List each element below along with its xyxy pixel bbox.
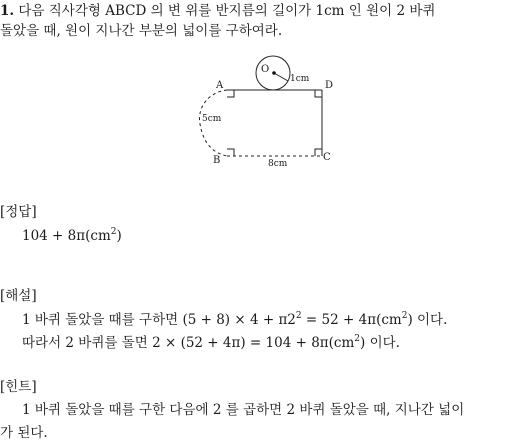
corner-mark-d — [315, 90, 322, 97]
explanation-line-1-mid: = 52 + 4π(cm — [301, 312, 402, 328]
explanation-line-1-base: 1 바퀴 돌았을 때를 구하면 (5 + 8) × 4 + π2 — [22, 312, 296, 328]
explanation-line-2-tail: ) 이다. — [360, 335, 400, 351]
answer-value-base: 104 + 8π(cm — [22, 228, 111, 244]
label-o: O — [261, 64, 270, 75]
problem-text-1: 다음 직사각형 ABCD 의 변 위를 반지름의 길이가 1cm 인 원이 2 바퀴 — [18, 3, 436, 19]
label-c: C — [323, 152, 331, 163]
hint-line-2: 가 된다. — [0, 425, 48, 441]
corner-mark-c — [315, 149, 322, 156]
explanation-line-2-base: 따라서 2 바퀴를 돌면 2 × (52 + 4π) = 104 + 8π(cm — [22, 335, 355, 351]
hint-line-1: 1 바퀴 돌았을 때를 구한 다음에 2 를 곱하면 2 바퀴 돌았을 때, 지나간 넓이 — [22, 402, 465, 418]
label-5cm: 5cm — [202, 114, 222, 124]
answer-header: [정답] — [0, 204, 37, 220]
label-b: B — [213, 155, 221, 166]
answer-value — [22, 227, 122, 245]
answer-value-tail: ) — [116, 228, 122, 244]
label-8cm: 8cm — [268, 159, 288, 169]
label-radius: 1cm — [290, 74, 310, 84]
hint-header: [힌트] — [0, 379, 37, 395]
problem-number: 1. — [0, 3, 15, 19]
explanation-line-1-tail: ) 이다. — [407, 312, 448, 328]
explanation-header: [해설] — [0, 288, 37, 304]
explanation-line-1-exp1: 2 — [295, 311, 302, 321]
explanation-line-2-exp: 2 — [354, 334, 361, 344]
problem-text-2: 돌았을 때, 원이 지나간 부분의 넓이를 구하여라. — [0, 23, 283, 39]
explanation-line-2 — [22, 334, 400, 352]
radius-line — [274, 73, 288, 81]
answer-value-exp: 2 — [110, 227, 117, 237]
label-d: D — [325, 80, 334, 91]
explanation-line-1-exp2: 2 — [401, 311, 408, 321]
explanation-line-1 — [22, 311, 447, 329]
corner-mark-a — [227, 90, 234, 97]
circle-center-dot — [272, 71, 276, 75]
label-a: A — [216, 80, 224, 91]
corner-mark-b — [227, 149, 234, 156]
